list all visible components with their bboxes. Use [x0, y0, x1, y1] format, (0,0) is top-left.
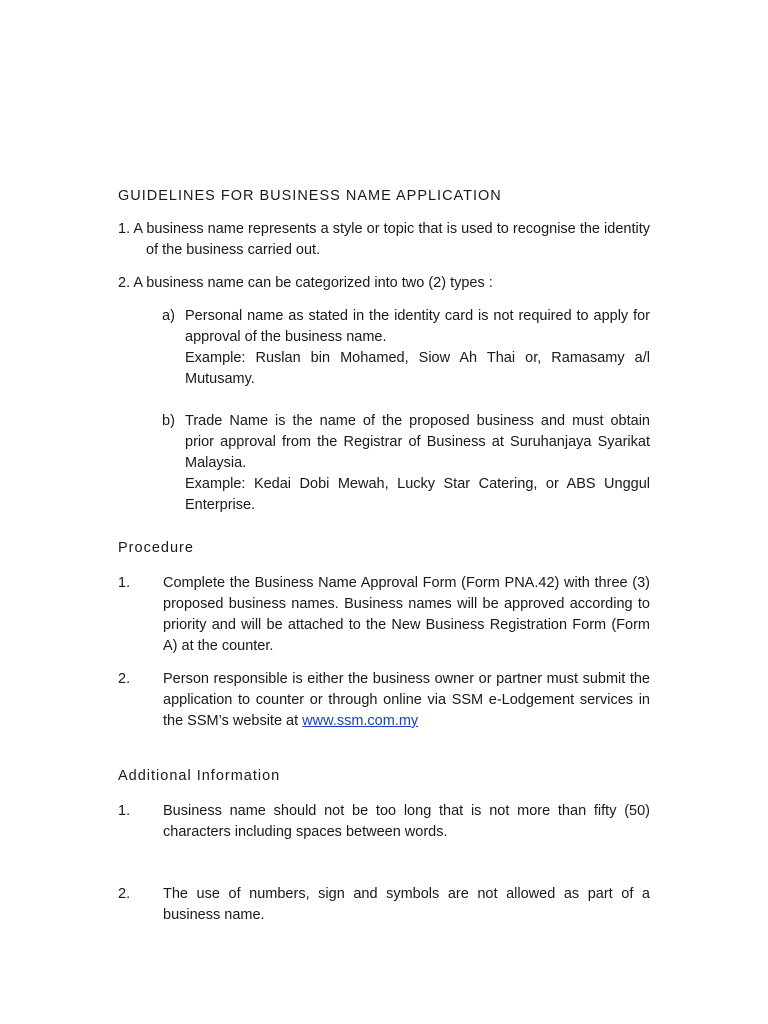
type-item-trade [162, 411, 650, 516]
item-number: 2. [118, 671, 131, 687]
type-example: Example: Ruslan bin Mohamed, Siow Ah Thai or, Ramasamy a/l Mutusamy. [185, 350, 650, 387]
item-number: 2. [118, 886, 131, 902]
additional-info-title: Additional Information [118, 768, 281, 784]
procedure-item-1 [118, 573, 650, 657]
item-number: 1. [118, 803, 131, 819]
procedure-item-2 [118, 669, 650, 732]
item-text: Person responsible is either the business owner or partner must submit the application to counter or through online via SSM e-Lodgement services in the SSM’s website at [163, 671, 650, 729]
document-title: GUIDELINES FOR BUSINESS NAME APPLICATION [118, 188, 502, 204]
intro-text-2: 2. A business name can be categorized into two (2) types : [118, 275, 493, 291]
intro-item-2 [118, 273, 650, 294]
type-item-personal [162, 306, 650, 390]
type-label: a) [162, 308, 175, 324]
item-text: Complete the Business Name Approval Form (Form PNA.42) with three (3) proposed business names. Business names will be approved according to priority and will be attached to the New Business Registration Form (Form A) at the counter. [163, 575, 650, 654]
intro-text-1: 1. A business name represents a style or topic that is used to recognise the identity of the business carried out. [118, 221, 651, 258]
type-example: Example: Kedai Dobi Mewah, Lucky Star Catering, or ABS Unggul Enterprise. [185, 476, 650, 513]
ssm-website-link[interactable]: www.ssm.com.my [302, 713, 419, 729]
item-number: 1. [118, 575, 131, 591]
type-description: Personal name as stated in the identity card is not required to apply for approval of the business name. [185, 308, 650, 345]
type-description: Trade Name is the name of the proposed business and must obtain prior approval from the Registrar of Business at Suruhanjaya Syarikat Malaysia. [185, 413, 650, 471]
additional-item-1 [118, 801, 650, 843]
procedure-title: Procedure [118, 540, 194, 556]
business-name-types [162, 306, 650, 516]
document-page [118, 186, 650, 938]
intro-item-1 [118, 219, 650, 261]
additional-item-2 [118, 884, 650, 926]
type-label: b) [162, 413, 175, 429]
item-text: The use of numbers, sign and symbols are not allowed as part of a business name. [163, 886, 650, 923]
item-text: Business name should not be too long that is not more than fifty (50) characters including spaces between words. [163, 803, 650, 840]
item-text-wrapper [163, 669, 650, 732]
